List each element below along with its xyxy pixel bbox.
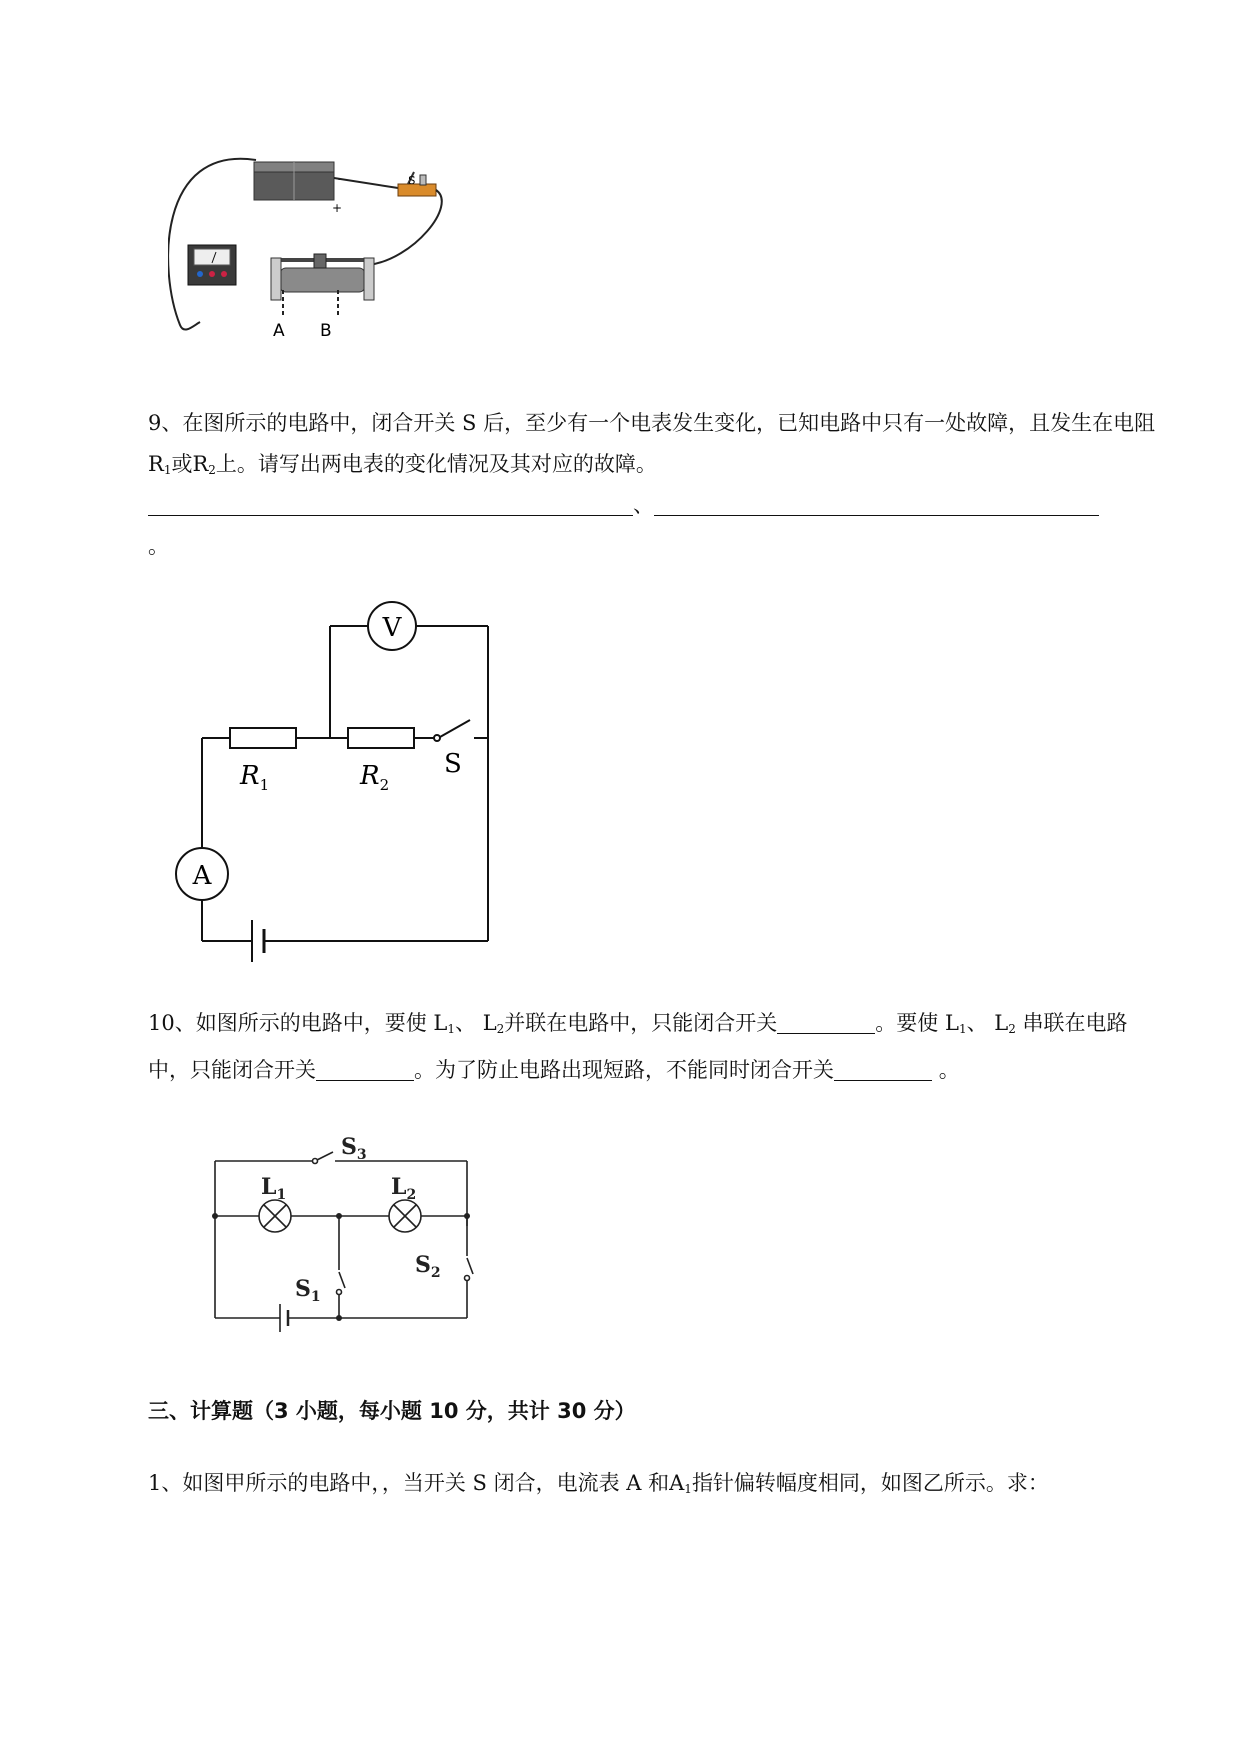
wire-battery-switch (334, 178, 398, 188)
q9-text-2: 上。请写出两电表的变化情况及其对应的故障。 (215, 452, 657, 476)
s3-label: $S_3$ (341, 1134, 367, 1163)
s2-label: $S_2$ (415, 1252, 441, 1281)
q9-circuit-diagram (170, 598, 500, 968)
q9-end-mark: 。 (148, 534, 169, 558)
q10-mid-3: 串联在电路中，只能闭合开关 (148, 1011, 1128, 1082)
q10-blank-series[interactable] (316, 1054, 414, 1081)
q10-blank-short[interactable] (834, 1054, 932, 1081)
meter-icon (188, 245, 236, 285)
q10-end: 。 (938, 1058, 960, 1082)
junction-left (212, 1213, 218, 1219)
q10-sep-2: 、 (966, 1011, 988, 1035)
c1-a1: $A_1$ (669, 1471, 692, 1496)
q10-l2: $L_2$ (482, 1011, 505, 1036)
question-9-end (148, 526, 1158, 567)
q9-or: 或 (171, 452, 193, 476)
q10-sep-1: 、 (455, 1011, 477, 1035)
s1-pivot (337, 1290, 342, 1295)
voltmeter-label: V (382, 613, 402, 643)
q9-separator: 、 (633, 493, 654, 517)
switch-icon (398, 172, 436, 196)
wire-left (168, 159, 256, 330)
junction-bottom-center (336, 1315, 342, 1321)
s3-blade (317, 1152, 333, 1160)
calc-question-1 (148, 1463, 1158, 1510)
q10-l1-b: $L_1$ (944, 1011, 967, 1036)
switch-s-label: S (444, 749, 462, 779)
s2-pivot (465, 1276, 470, 1281)
junction-right (464, 1213, 470, 1219)
s1-blade (339, 1272, 345, 1288)
q9-answer-blank-2[interactable] (654, 489, 1099, 516)
rheostat-icon (271, 254, 374, 300)
q10-circuit-diagram (205, 1128, 495, 1338)
q10-mid-1: 并联在电路中，只能闭合开关 (504, 1011, 778, 1035)
question-10 (148, 1003, 1158, 1091)
top-circuit-figure (168, 150, 458, 375)
q9-r1: $R_1$ (148, 452, 172, 477)
q10-mid-4: 。为了防止电路出现短路，不能同时闭合开关 (414, 1058, 834, 1082)
battery-minus-sign: - (338, 172, 343, 186)
section-3-heading: 三、计算题（3 小题，每小题 10 分，共计 30 分） (148, 1399, 636, 1423)
question-9 (148, 403, 1158, 491)
q9-answer-blank-1[interactable] (148, 489, 633, 516)
q10-blank-parallel[interactable] (777, 1007, 875, 1034)
junction-center (336, 1213, 342, 1219)
battery-icon (254, 162, 334, 200)
s2-blade (467, 1258, 473, 1274)
q9-text-1: 9、在图所示的电路中，闭合开关 S 后，至少有一个电表发生变化，已知电路中只有一处故障，且发生在电阻 (148, 411, 1156, 435)
c1-text-1: 1、如图甲所示的电路中，，当开关 S 闭合，电流表 A 和 (148, 1471, 670, 1495)
l2-label: $L_2$ (391, 1174, 417, 1203)
l1-label: $L_1$ (261, 1174, 287, 1203)
q10-l2-b: $L_2$ (994, 1011, 1016, 1036)
c1-text-2: 指针偏转幅度相同，如图乙所示。求： (691, 1471, 1049, 1495)
battery-plus-sign: + (332, 201, 343, 215)
ammeter-label: A (192, 861, 212, 891)
q10-mid-2: 。要使 (875, 1011, 939, 1035)
switch-label-s: S (408, 174, 416, 187)
switch-blade (440, 720, 470, 737)
resistor-r2 (348, 728, 414, 748)
q10-prefix: 10、如图所示的电路中，要使 (148, 1011, 427, 1035)
r2-label: $R_2$ (360, 761, 390, 794)
resistor-r1 (230, 728, 296, 748)
q10-l1: $L_1$ (433, 1011, 456, 1036)
q9-r2: $R_2$ (192, 452, 216, 477)
label-b: B (320, 321, 332, 341)
r1-label: $R_1$ (240, 761, 270, 794)
question-9-answer-line (148, 485, 1158, 526)
switch-pivot (434, 735, 440, 741)
wire-switch-rheostat (368, 190, 442, 265)
s1-label: $S_1$ (295, 1276, 321, 1305)
label-a: A (273, 321, 285, 341)
